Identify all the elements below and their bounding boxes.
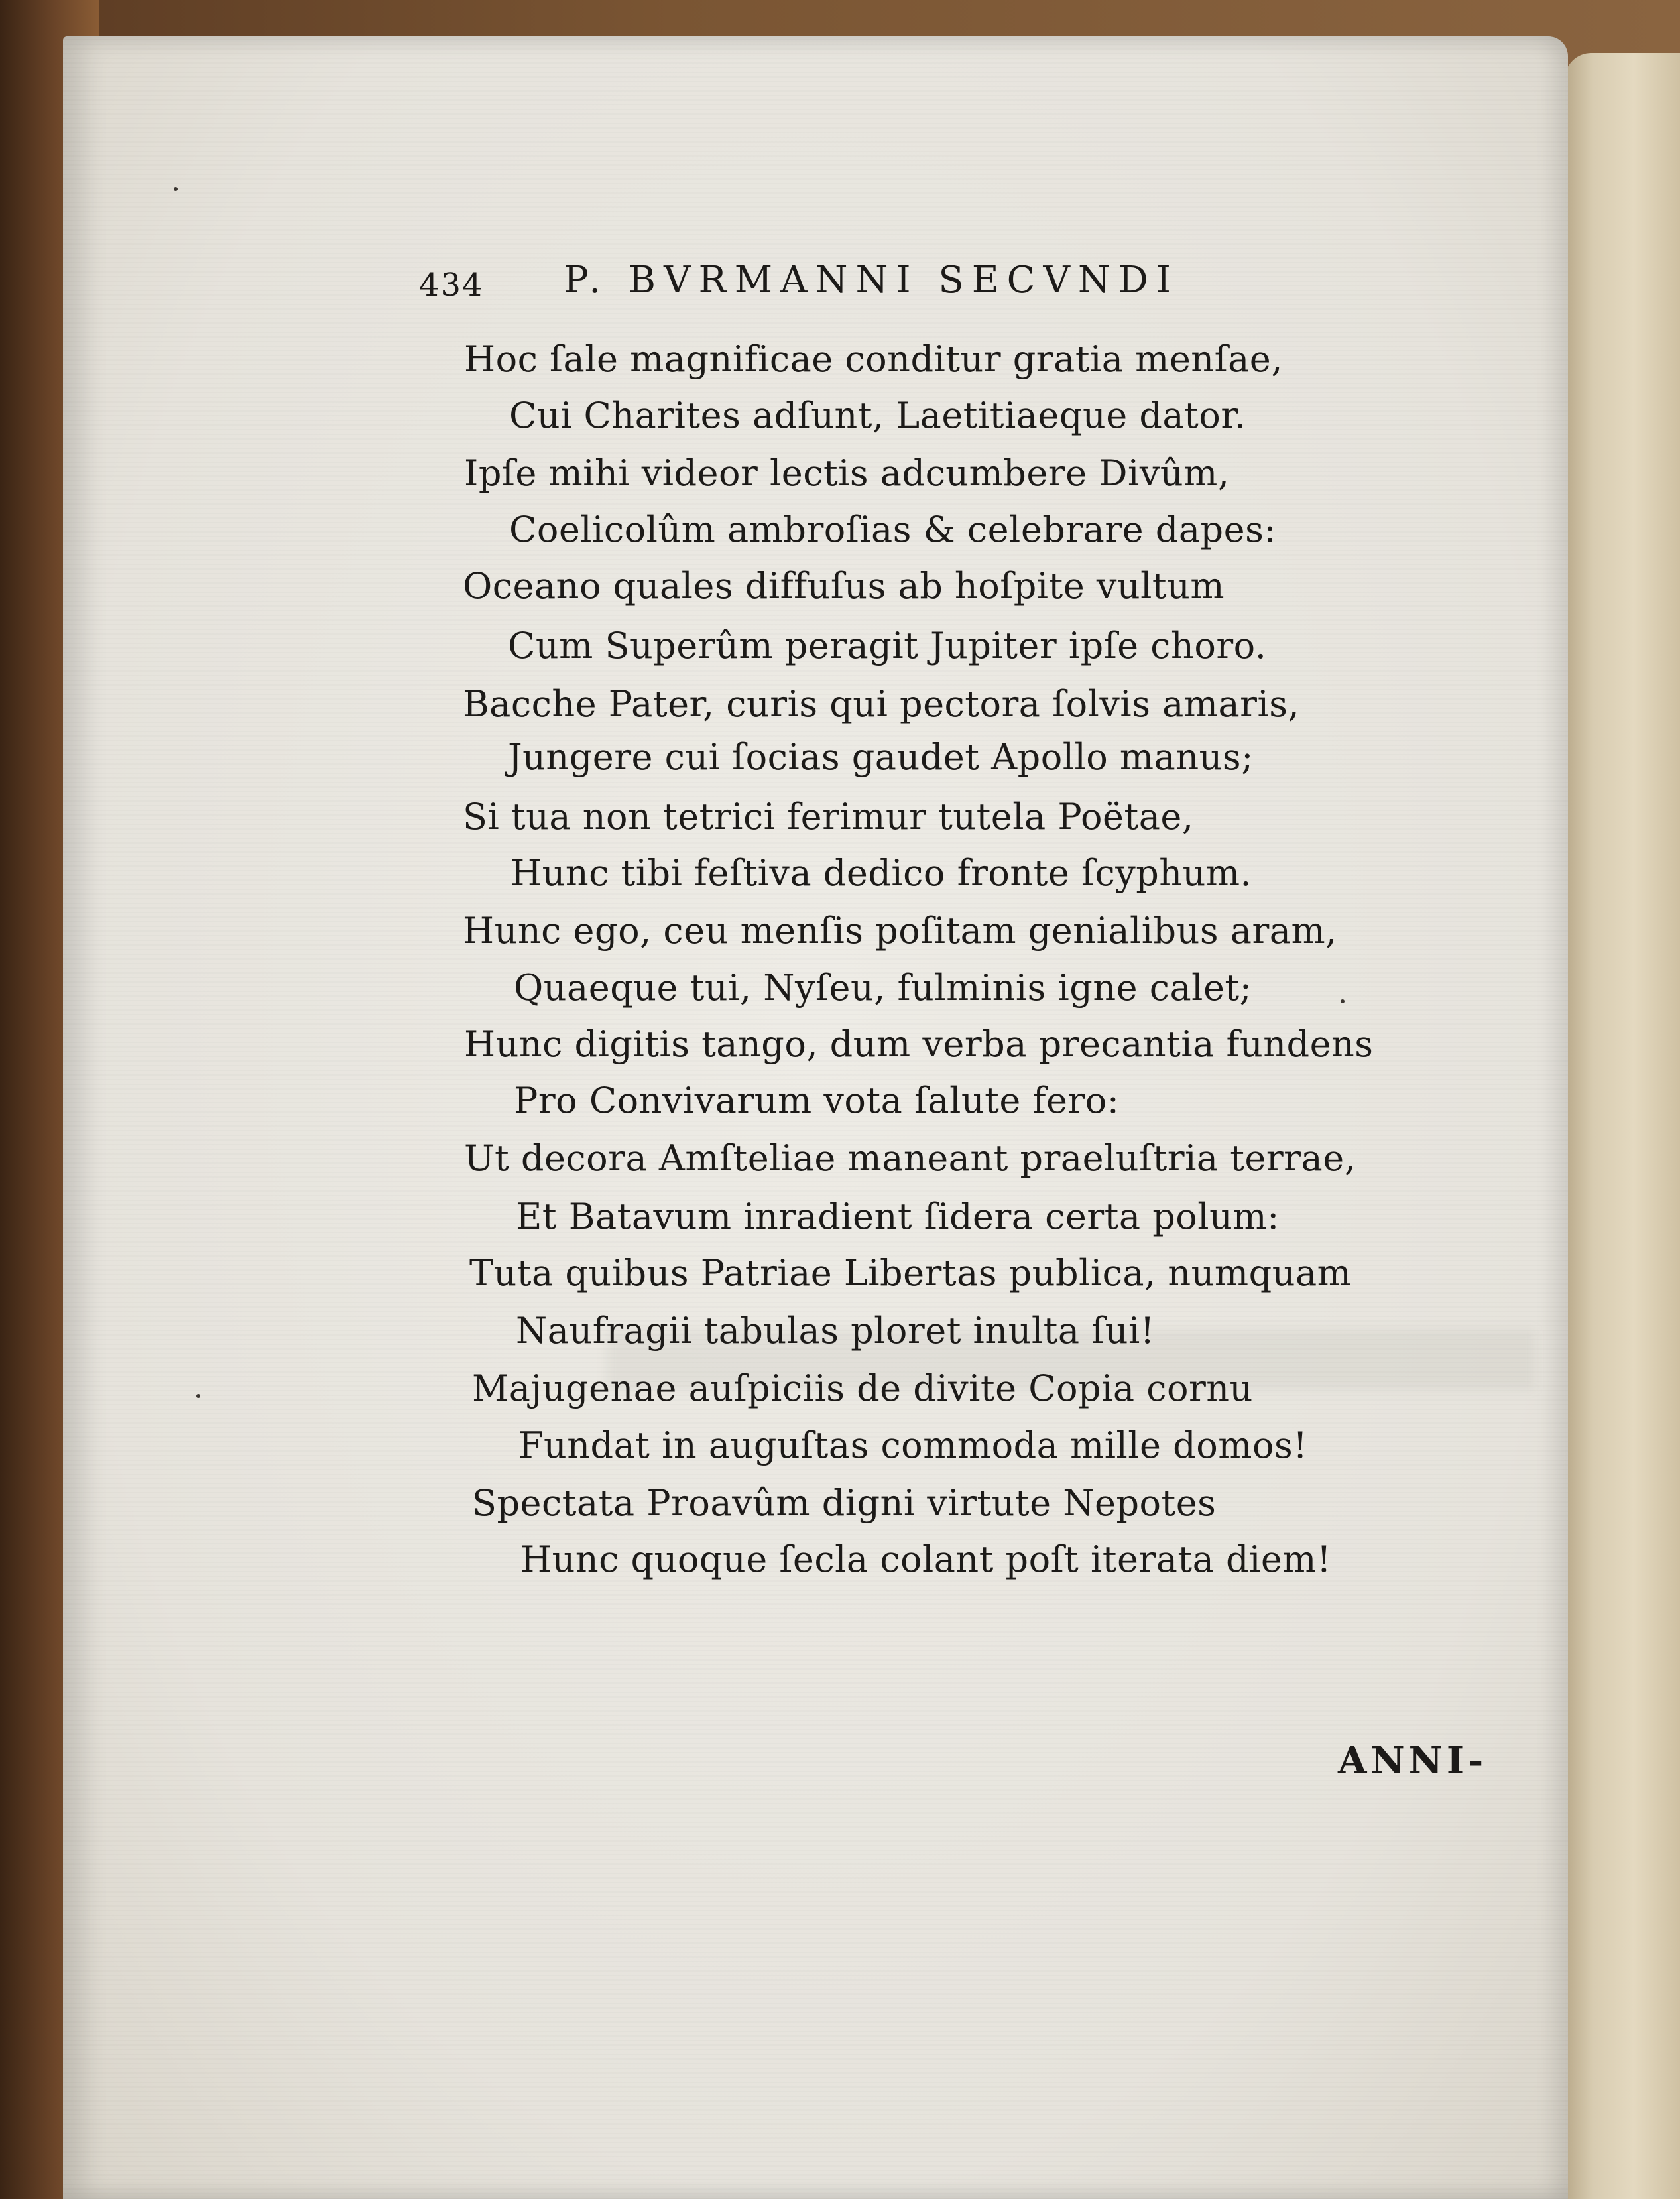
verse-line: Spectata Proavûm digni virtute Nepotes: [472, 1482, 1217, 1524]
page-number: 434: [419, 267, 484, 304]
verse-line: Tuta quibus Patriae Libertas publica, numquam: [469, 1252, 1352, 1294]
verse-line: Oceano quales diffuſus ab hoſpite vultum: [463, 565, 1225, 607]
verse-line: Coelicolûm ambroſias & celebrare dapes:: [509, 509, 1276, 550]
verse-line: Si tua non tetrici ferimur tutela Poëtae,: [463, 796, 1194, 838]
verse-line: Cui Charites adſunt, Laetitiaeque dator.: [509, 395, 1246, 436]
catchword: ANNI-: [1338, 1739, 1488, 1783]
verse-line: Majugenae auſpiciis de divite Copia cornu: [472, 1367, 1253, 1409]
facing-page-edge: [1565, 53, 1680, 2199]
verse-line: Bacche Pater, curis qui pectora ſolvis amaris,: [463, 683, 1300, 725]
verse-line: Cum Superûm peragit Jupiter ipſe choro.: [508, 625, 1267, 666]
paper-speck: [1341, 999, 1345, 1003]
verse-line: Fundat in auguſtas commoda mille domos!: [518, 1424, 1308, 1466]
verse-line: Hoc ſale magnificae conditur gratia menſae,: [464, 338, 1283, 380]
verse-line: Quaeque tui, Nyſeu, fulminis igne calet;: [514, 967, 1252, 1009]
verse-line: Pro Convivarum vota ſalute fero:: [514, 1080, 1120, 1121]
verse-line: Hunc quoque ſecla colant poſt iterata diem!: [520, 1539, 1332, 1580]
running-head: P. BVRMANNI SECVNDI: [564, 259, 1179, 302]
verse-line: Jungere cui ſocias gaudet Apollo manus;: [508, 736, 1254, 778]
verse-line: Hunc digitis tango, dum verba precantia fundens: [464, 1023, 1374, 1065]
verse-line: Ipſe mihi videor lectis adcumbere Divûm,: [464, 452, 1230, 494]
paper-speck: [196, 1394, 200, 1398]
verse-line: Et Batavum inradient ſidera certa polum:: [516, 1196, 1280, 1237]
verse-line: Hunc tibi feſtiva dedico fronte ſcyphum.: [510, 852, 1252, 894]
verse-line: Naufragii tabulas ploret inulta ſui!: [516, 1310, 1155, 1351]
paper-speck: [174, 187, 178, 191]
verse-line: Ut decora Amſteliae maneant praeluſtria terrae,: [464, 1137, 1356, 1179]
verse-line: Hunc ego, ceu menſis poſitam genialibus aram,: [463, 910, 1337, 952]
